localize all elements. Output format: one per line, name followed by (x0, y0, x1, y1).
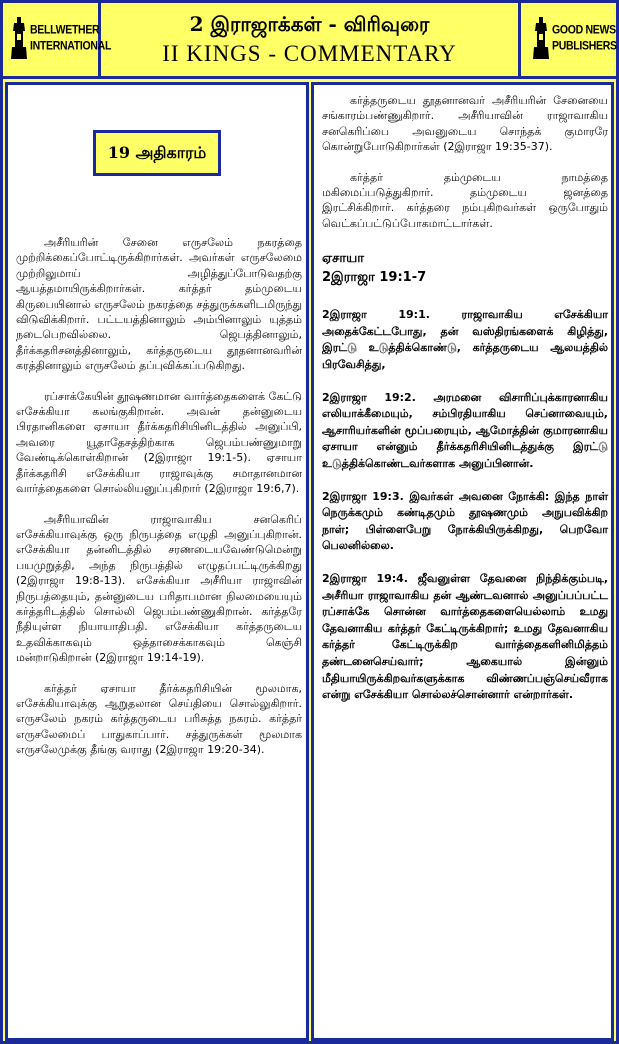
verse-19-3: 2இராஜா 19:3. இவர்கள் அவனை நோக்கி: இந்த நாள் நெருக்கமும் கண்டிதமும் தூஷணமும் அநுபவிக்கிற நாள்; பிள்ளைபேறு நோக்கியிருக்கிறது, பெறவோ பெலனில்லை. (322, 489, 608, 553)
publisher-right-line1: GOOD NEWS (552, 23, 616, 37)
page-title-tamil: 2 இராஜாக்கள் - விரிவுரை (189, 12, 430, 36)
page-title-english: II KINGS - COMMENTARY (162, 41, 457, 66)
right-column (311, 82, 614, 1041)
right-paragraph-2: கர்த்தர் தம்முடைய நாமத்தை மகிமைப்படுத்துகிறார். தம்முடைய ஜனத்தை இரட்சிக்கிறார். கர்த்தரை நம்புகிறவர்கள் ஒருபோதும் வெட்கப்பட்டுப்போகமாட்டார்கள். (322, 170, 608, 230)
left-column-text (16, 235, 302, 773)
publisher-logo-right (518, 3, 616, 76)
verse-19-2: 2இராஜா 19:2. அரமனை விசாரிப்புக்காரனாகிய எலியாக்கீமையும், சம்பிரதியாகிய செப்னாவையும், ஆசாரியர்களின் மூப்பரையும், ஆமோத்தின் குமாரனாகிய ஏசாயா என்னும் தீர்க்கதரிசியினிடத்துக்கு இரட்டு உடுத்திக்கொண்டவர்களாக அனுப்பினான். (322, 390, 608, 470)
chapter-heading: 19 அதிகாரம் (93, 130, 221, 176)
left-column (5, 82, 309, 1041)
page-header (3, 3, 616, 79)
verse-19-1: 2இராஜா 19:1. ராஜாவாகிய எசேக்கியா அதைக்கேட்டபோது, தன் வஸ்திரங்களைக் கிழித்து, இரட்டு உடுத்திக்கொண்டு, கர்த்தருடைய ஆலயத்தில் பிரவேசித்து, (322, 308, 608, 372)
section-heading (322, 249, 608, 287)
section-reference: 2இராஜா 19:1-7 (322, 270, 427, 286)
section-title: ஏசாயா (322, 251, 365, 267)
right-column-text (322, 93, 608, 720)
publisher-left-line2: INTERNATIONAL (30, 39, 112, 53)
left-paragraph-1: அசீரியரின் சேனை எருசலேம் நகரத்தை முற்றிக்கைப்போட்டிருக்கிறார்கள். அவர்கள் எருசலேமை முற்றிலுமாய் அழித்துப்போடுவதற்கு ஆயத்தமாயிருக்கிறார்கள். கர்த்தர் தம்முடைய கிருபையினால் எருசலேம் நகரத்தை சத்துருக்களிடமிருந்து விடுவிக்கிறார். பட்டயத்தினாலும் அம்பினாலும் யுத்தம் நடைபெறவில்லை. ஜெபத்தினாலும், தீர்க்கதரிசனத்தினாலும், கர்த்தருடைய தூதனானவரின் கரத்தினாலும் எருசலேம் தப்புவிக்கப்படுகிறது. (16, 236, 302, 373)
left-paragraph-2: ரப்சாக்கேயின் தூஷணமான வார்த்தைகளைக் கேட்டு எசேக்கியா கலங்குகிறான். அவன் தன்னுடைய பிரதானிகளை ஏசாயா தீர்க்கதரிசியினிடத்தில் அனுப்பி, அவரை யூதாதேசத்திற்காக ஜெபம்பண்ணுமாறு வேண்டிக்கொள்கிறான் (2இராஜா 19:1-5). ஏசாயா தீர்க்கதரிசி எசேக்கியா ராஜாவுக்கு சமாதானமான வார்த்தைகளை சொல்லியனுப்புகிறார் (2இராஜா 19:6,7). (16, 389, 302, 496)
left-paragraph-4: கர்த்தர் ஏசாயா தீர்க்கதரிசியின் மூலமாக, எசேக்கியாவுக்கு ஆறுதலான செய்தியை சொல்லுகிறார். எருசலேம் நகரம் கர்த்தருடைய பரிசுத்த நகரம். கர்த்தர் எருசலேமைப் பாதுகாப்பார். சத்துருக்கள் மூலமாக எருசலேமுக்கு தீங்கு வராது (2இராஜா 19:20-34). (16, 681, 302, 757)
publisher-right-line2: PUBLISHERS (552, 39, 617, 53)
left-paragraph-3: அசீரியாவின் ராஜாவாகிய சனகெரிப் எசேக்கியாவுக்கு ஒரு நிருபத்தை எழுதி அனுப்புகிறான். எசேக்கியா தன்னிடத்தில் சரணடையவேண்டுமென்று பயமுறுத்தி, அந்த நிருபத்தில் எழுதப்பட்டிருக்கிறது (2இராஜா 19:8-13). எசேக்கியா அசீரியா ராஜாவின் நிருபத்தையும், தன்னுடைய பரிதாபமான நிலமையையும் கர்த்தரிடத்தில் சொல்லி ஜெபம்பண்ணுகிறான். கர்த்தரே நீதியுள்ள நியாயாதிபதி. எசேக்கியா கர்த்தருடைய உதவிக்காகவும் ஒத்தாசைக்காகவும் கெஞ்சி மன்றாடுகிறான் (2இராஜா 19:14-19). (16, 512, 302, 665)
title-block (104, 3, 515, 76)
publisher-logo-left (3, 3, 112, 76)
bell-tower-icon (11, 17, 27, 59)
publisher-left-line1: BELLWETHER (30, 23, 100, 37)
verse-19-4: 2இராஜா 19:4. ஜீவனுள்ள தேவனை நிந்திக்கும்படி, அசீரியா ராஜாவாகிய தன் ஆண்டவனால் அனுப்பப்பட்ட ரப்சாக்கே சொன்ன வார்த்தைகளையெல்லாம் உமது தேவனாகிய கர்த்தர் கேட்டிருக்கிறார்; உமது தேவனாகிய கர்த்தர் கேட்டிருக்கிற வார்த்தைகளினிமித்தம் தண்டனைசெய்வார்; ஆகையால் இன்னும் மீதியாயிருக்கிறவர்களுக்காக விண்ணப்பஞ்செய்வீராக என்று எசேக்கியா சொல்லச்சொன்னார் என்றார்கள். (322, 571, 608, 702)
right-paragraph-1: கர்த்தருடைய தூதனானவர் அசீரியரின் சேனையை சங்காரம்பண்ணுகிறார். அசீரியாவின் ராஜாவாகிய சனகெரிப்பை அவனுடைய சொந்தக் குமாரரே கொன்றுபோடுகிறார்கள் (2இராஜா 19:35-37). (322, 94, 608, 154)
bell-tower-icon (533, 17, 549, 59)
